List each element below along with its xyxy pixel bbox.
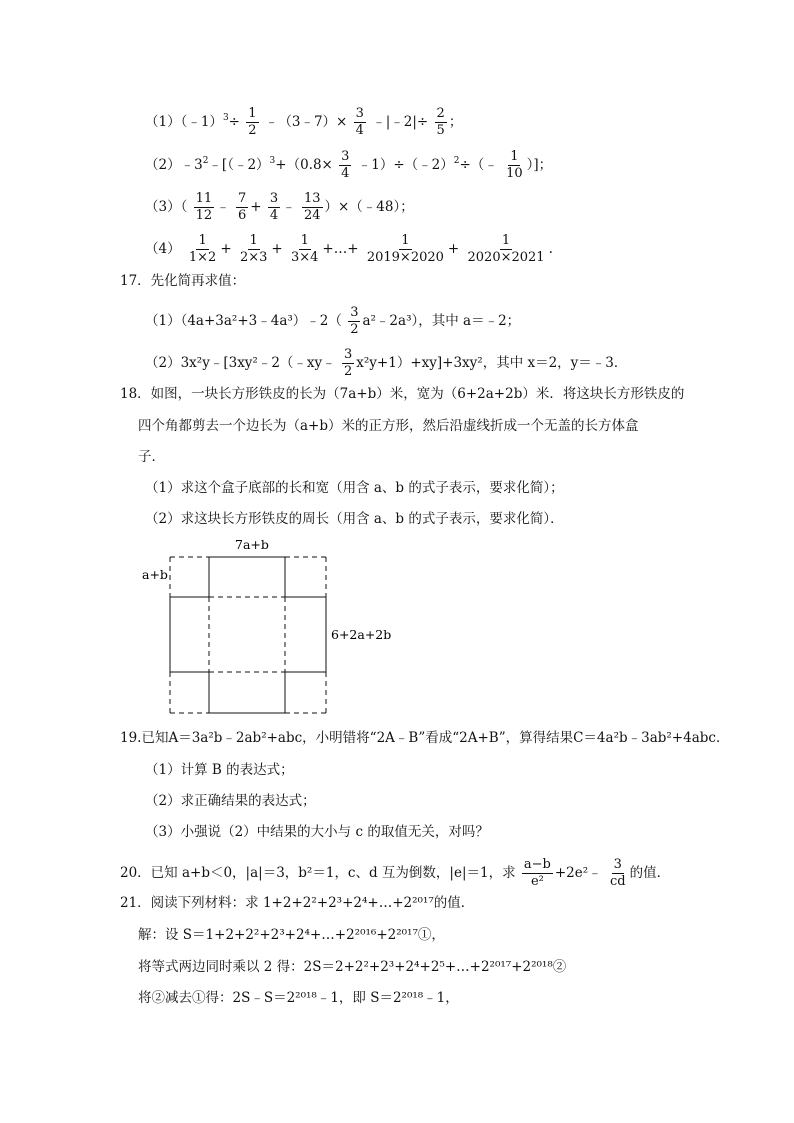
problem-17-part-2: （2）3x²y﹣[3xy²﹣2（﹣xy﹣ $\frac{3}{2}$ x²y+1）+xy]+3xy²，其中 x＝2，y＝﹣3． [145, 347, 628, 379]
problem-16-part-1: （1）（﹣1）$^3$÷ $\frac{1}{2}$ ﹣（3﹣7）× $\frac{3}{4}$ ﹣|﹣2|÷ $\frac{2}{5}$ ； [145, 106, 463, 138]
problem-21-line-2: 解：设 S＝1+2+2²+2³+2⁴+…+2²⁰¹⁶+2²⁰¹⁷①， [138, 927, 445, 943]
fraction: $\frac{1}{10}$ [506, 149, 523, 181]
fraction: $\frac{3}{2}$ [350, 305, 359, 337]
problem-19-line-1: 19.已知A＝3a²b﹣2ab²+abc，小明错将“2A﹣B”看成“2A+B”，算得结果C＝4a²b﹣3ab²+4abc． [120, 730, 730, 746]
problem-16-part-2: $(2)﹣3^2﹣[(﹣2)^3+(0.8\times$ $\frac{3}{4}$ ﹣1）÷（﹣2）$^2$÷（﹣ $\frac{1}{10}$ ）]； [145, 149, 553, 181]
label-corner: a+b [142, 567, 168, 582]
problem-18-part-2: （2）求这块长方形铁皮的周长（用含 a、b 的式子表示，要求化简）． [145, 511, 564, 527]
box-net-diagram [138, 535, 398, 725]
problem-20: 20．已知 a+b＜0，|a|＝3，b²＝1，c、d 互为倒数，|e|＝1，求 $\frac{a-b}{\text{e²}}$ +2e²﹣ $\frac{3}{cd}$ 的值． [120, 857, 671, 889]
fraction: $\frac{3}{cd}$ [609, 857, 626, 889]
problem-21-line-1: 21．阅读下列材料：求 1+2+2²+2³+2⁴+…+2²⁰¹⁷的值． [120, 895, 475, 911]
fold-lines [170, 557, 326, 713]
problem-19-part-3: （3）小强说（2）中结果的大小与 c 的取值无关，对吗？ [145, 824, 489, 840]
fraction: $\frac{1}{2020\times 2021}$ [467, 233, 545, 265]
fraction: $\frac{3}{4}$ [269, 191, 279, 223]
fraction: $\frac{13}{24}$ [303, 191, 321, 223]
fraction: $\frac{3}{4}$ [355, 106, 364, 138]
fraction: $\frac{1}{1\times 2}$ [188, 233, 217, 265]
fraction: $\frac{3}{2}$ [343, 347, 353, 379]
problem-18-line-3: 子． [138, 449, 165, 465]
fraction: $\frac{1}{2\times 3}$ [239, 233, 268, 265]
fraction: $\frac{1}{2019\times 2020}$ [366, 233, 444, 265]
fraction: $\frac{a-b}{\text{e²}}$ [523, 857, 551, 889]
problem-16-part-3: （3）（ $\frac{11}{12}$ ﹣ $\frac{7}{6}$ + $\frac{3}{4}$ ﹣ $\frac{13}{24}$ ）×（﹣48）； [145, 191, 414, 223]
fraction: $\frac{7}{6}$ [237, 191, 247, 223]
fraction: $\frac{2}{5}$ [436, 106, 445, 138]
fraction: $\frac{1}{2}$ [248, 106, 257, 138]
problem-19-part-1: （1）计算 B 的表达式； [145, 762, 294, 778]
problem-18-line-2: 四个角都剪去一个边长为（a+b）米的正方形，然后沿虚线折成一个无盖的长方体盒 [138, 418, 639, 434]
fraction: $\frac{1}{3\times 4}$ [290, 233, 319, 265]
problem-18-part-1: （1）求这个盒子底部的长和宽（用含 a、b 的式子表示，要求化简）； [145, 480, 564, 496]
problem-18-line-1: 18．如图，一块长方形铁皮的长为（7a+b）米，宽为（6+2a+2b）米．将这块长方形铁皮的 [120, 386, 685, 402]
label-width: 6+2a+2b [331, 627, 392, 642]
problem-16-part-4: （4） $\frac{1}{1\times 2}$ + $\frac{1}{2\times 3}$ + $\frac{1}{3\times 4}$ +…+ $\frac{1}{2019\times 2020}$ + $\frac{1}{2020\times 2021}$ . [145, 233, 553, 265]
problem-21-line-4: 将②减去①得：2S﹣S＝2²⁰¹⁸﹣1，即 S＝2²⁰¹⁸﹣1， [138, 990, 459, 1006]
label-length: 7a+b [235, 537, 269, 552]
problem-21-line-3: 将等式两边同时乘以 2 得：2S＝2+2²+2³+2⁴+2⁵+…+2²⁰¹⁷+2²⁰¹⁸② [138, 959, 567, 975]
problem-17-title: 17．先化简再求值： [120, 273, 246, 289]
fraction: $\frac{3}{4}$ [341, 149, 350, 181]
problem-17-part-1: （1）（4a+3a²+3﹣4a³）﹣2（ $\frac{3}{2}$ a²﹣2a³），其中 a＝﹣2； [145, 305, 521, 337]
fraction: $\frac{11}{12}$ [195, 191, 213, 223]
net-outline [170, 557, 326, 713]
problem-19-part-2: （2）求正确结果的表达式； [145, 793, 316, 809]
